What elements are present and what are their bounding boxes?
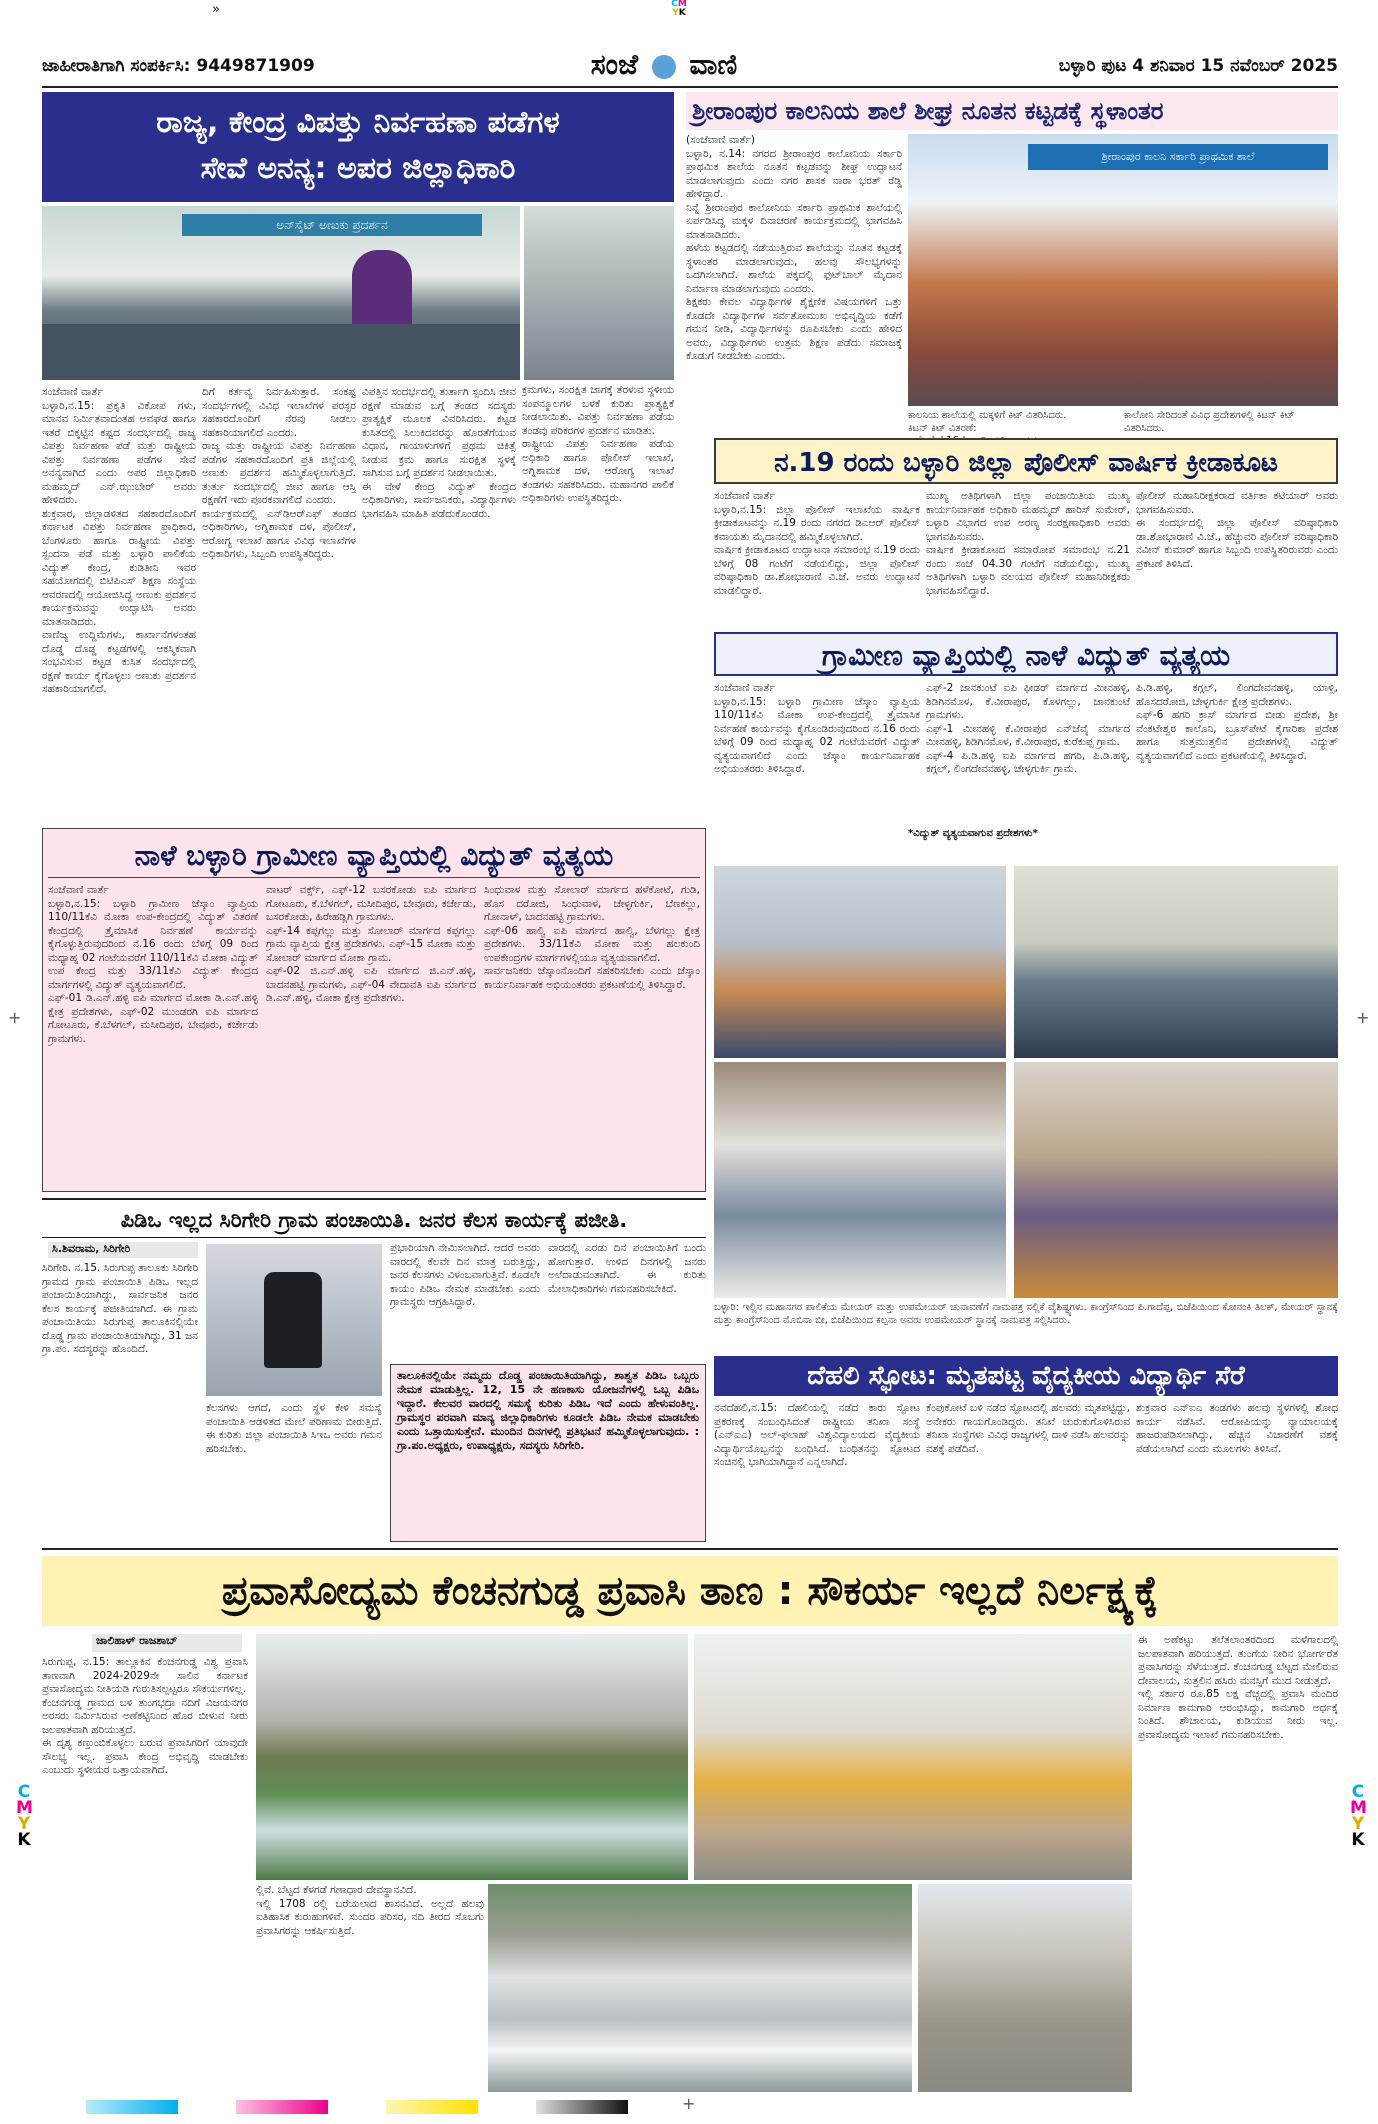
office-chair [264,1272,322,1368]
story1-col1: ಸಂಜೆವಾಣಿ ವಾರ್ತೆ ಬಳ್ಳಾರಿ,ನ.15: ಪ್ರಕೃತಿ ವಿಕೋಪ ಗಳು, ಮಾನವ ನಿರ್ಮಿತವಾದಂತಹ ಅವಘಡ ಹಾಗೂ ಇತರೆ ಬಿಕ್ಕಟ್ಟಿನ ಕಷ್ಟದ ಸಂದರ್ಭದಲ್ಲಿ ರಾಜ್ಯ ವಿಪತ್ತು ನಿರ್ವಹಣಾ ಪಡೆ ಮತ್ತು ರಾಷ್ಟ್ರೀಯ ವಿಪತ್ತು ನಿರ್ವಹಣಾ ಪಡೆಗಳ ಸೇವೆ ಅನನ್ಯವಾಗಿದೆ ಎಂದು ಅಪರ ಜಿಲ್ಲಾಧಿಕಾರಿ ಮಹಮ್ಮದ್ ಎನ್.ಝುಬೇರ್ ಅವರು ಹೇಳಿದರು. ಶುಕ್ರವಾರ, ಜಿಲ್ಲಾಡಳಿತದ ಸಹಕಾರದೊಂದಿಗೆ ಕರ್ನಾಟಕ ವಿಪತ್ತು ನಿರ್ವಹಣಾ ಪ್ರಾಧಿಕಾರ, ಬೆಂಗಳೂರು ಹಾಗೂ ರಾಷ್ಟ್ರೀಯ ವಿಪತ್ತು ಸ್ಪಂದನಾ ಪಡೆ ಮತ್ತು ಬಳ್ಳಾರಿ ಪಾಲಿಕೆಯ ವಿದ್ಯುತ್ ಕೇಂದ್ರ, ಕುಡಿತೀನಿ ಇವರ ಸಹಯೋಗದಲ್ಲಿ ಬಿಟಿಪಿಎಸ್ ಶಿಕ್ಷಣ ಸಂಸ್ಥೆಯ ಆವರಣದಲ್ಲಿ ಆಯೋಜಿಸಿದ್ದ ಅಣುಕು ಪ್ರದರ್ಶನ ಕಾರ್ಯಕ್ರಮವನ್ನು ಉದ್ಘಾಟಿಸಿ ಅವರು ಮಾತನಾಡಿದರು. ವಾಣಿಜ್ಯ ಉದ್ದಿಮೆಗಳು, ಕಾರ್ಖಾನೆಗಳಂತಹ ದೊಡ್ಡ ದೊಡ್ಡ ಕಟ್ಟಡಗಳಲ್ಲಿ ಆಕಸ್ಮಿಕವಾಗಿ ಸಂಭವಿಸುವ ಕಟ್ಟಡ ಕುಸಿತ ಸಂದರ್ಭದಲ್ಲಿ ರಕ್ಷಣೆ ಕಾರ್ಯ ಕೈಗೊಳ್ಳಲು ಅಣುಕು ಪ್ರದರ್ಶನ ಸಹಕಾರಿಯಾಗಲಿದೆ. [42,386,196,695]
story6-col2: ಪ್ರಭಾರಿಯಾಗಿ ನೇಮಿಸಲಾಗಿದೆ. ಆದರೆ ಅವರು ವಾರದಲ್ಲಿ ಕೆಲವೇ ದಿನ ಮಾತ್ರ ಬರುತ್ತಿದ್ದು, ಜನರ ಕೆಲಸಗಳು ವಿಳಂಬವಾಗುತ್ತಿವೆ. ಕೂಡಲೇ ಕಾಯಂ ಪಿಡಿಒ ನೇಮಕ ಮಾಡಬೇಕು ಎಂದು ಗ್ರಾಮಸ್ಥರು ಆಗ್ರಹಿಸಿದ್ದಾರೆ. [390,1242,540,1308]
story7-col3: ಶುಕ್ರವಾರ ಎನ್ಐಎ ತಂಡಗಳು ಹಲವು ಸ್ಥಳಗಳಲ್ಲಿ ಶೋಧ ಕಾರ್ಯ ನಡೆಸಿವೆ. ಆರೋಪಿಯನ್ನು ನ್ಯಾಯಾಲಯಕ್ಕೆ ಹಾಜರುಪಡಿಸಲಾಗಿದ್ದು, ಹೆಚ್ಚಿನ ವಿಚಾರಣೆಗೆ ವಶಕ್ಕೆ ಪಡೆಯಲಾಗಿದೆ ಎಂದು ಮೂಲಗಳು ತಿಳಿಸಿವೆ. [1136,1402,1338,1455]
ad-contact: ಜಾಹೀರಾತಿಗಾಗಿ ಸಂಪರ್ಕಿಸಿ: 9449871909 [42,56,315,76]
story6-box: ತಾಲೂಕಿನಲ್ಲಿಯೇ ನಮ್ಮದು ದೊಡ್ಡ ಪಂಚಾಯಿತಿಯಾಗಿದ್ದು, ಶಾಶ್ವತ ಪಿಡಿಒ ಒಬ್ಬರು ನೇಮಕ ಮಾಡುತ್ತಿಲ್ಲ. 12, 15 ನೇ ಹಣಕಾಸು ಯೋಜನೆಗಳಲ್ಲಿ ಒಬ್ಬ ಪಿಡಿಒ ಇದ್ದಾರೆ. ಕೇಲವರ ವಾರದಲ್ಲಿ ಸಮಸ್ಯೆ ಕುರಿತು ಪಿಡಿಒ ಇದೆ ಎಂದು ಹೇಳುವಂತಿಲ್ಲ. ಗ್ರಾಮಸ್ಥರ ಪರವಾಗಿ ಮಾನ್ಯ ಜಿಲ್ಲಾಧಿಕಾರಿಗಳು ಕೂಡಲೇ ಪಿಡಿಒ ನೇಮಕ ಮಾಡಬೇಕು ಎಂದು ಒತ್ತಾಯಿಸುತ್ತೇನೆ. ಮುಂದಿನ ದಿನಗಳಲ್ಲಿ ಪ್ರತಿಭಟನೆ ಹಮ್ಮಿಕೊಳ್ಳಲಾಗುವುದು. : ಗ್ರಾ.ಪಂ.ಅಧ್ಯಕ್ಷರು, ಉಪಾಧ್ಯಕ್ಷರು, ಸದಸ್ಯರು ಸಿರಿಗೇರಿ. [390,1364,706,1542]
story3-col2: ಮುಖ್ಯ ಅತಿಥಿಗಳಾಗಿ ಜಿಲ್ಲಾ ಪಂಚಾಯಿತಿಯ ಮುಖ್ಯ ಕಾರ್ಯನಿರ್ವಾಹಕ ಅಧಿಕಾರಿ ಮಹಮ್ಮದ್ ಹಾರಿಸ್ ಸುಮೇರ್, ಬಳ್ಳಾರಿ ವಿಭಾಗದ ಉಪ ಅರಣ್ಯ ಸಂರಕ್ಷಣಾಧಿಕಾರಿ ಅವರು ಭಾಗವಹಿಸುವರು. ವಾರ್ಷಿಕ ಕ್ರೀಡಾಕೂಟದ ಸಮಾರೋಪ ಸಮಾರಂಭ ನ.21 ರಂದು ಸಂಜೆ 04.30 ಗಂಟೆಗೆ ನಡೆಯಲಿದ್ದು, ಮುಖ್ಯ ಅತಿಥಿಗಳಾಗಿ ಬಳ್ಳಾರಿ ವಲಯದ ಪೊಲೀಸ್ ಮಹಾನಿರೀಕ್ಷಕರು ಭಾಗವಹಿಸಲಿದ್ದಾರೆ. [926,490,1130,597]
story5-col3: ಸಿಂಧುವಾಳ ಮತ್ತು ಸೋಲಾರ್ ಮಾರ್ಗದ ಹಳೆಕೋಟೆ, ಗುಡಿ, ಹೊಸ ದರೋಜಿ, ಸಿಂಧುವಾಳ, ಚೇಳ್ಳಗುರ್ಕಿ, ಬೆಣಕಲ್ಲು, ಗೋನಾಳ್, ಬಾದನಹಟ್ಟಿ ಗ್ರಾಮಗಳು. ಎಫ್-06 ಹಾಲ್ವಿ ಐಪಿ ಮಾರ್ಗದ ಹಾಲ್ವಿ, ಬೆಳಗಲ್ಲು ಕ್ಷೇತ್ರ ಪ್ರದೇಶಗಳು. 33/11ಕೆವಿ ಮೋಕಾ ಮತ್ತು ಹಲಕುಂದಿ ಉಪಕೇಂದ್ರಗಳ ಮಾರ್ಗಗಳಲ್ಲಿಯೂ ವ್ಯತ್ಯಯವಾಗಲಿದೆ. ಸಾರ್ವಜನಿಕರು ಜೆಸ್ಕಾಂನೊಂದಿಗೆ ಸಹಕರಿಸಬೇಕು ಎಂದು ಜೆಸ್ಕಾಂ ಕಾರ್ಯನಿರ್ವಾಹಕ ಅಭಿಯಂತರರು ಪ್ರಕಟಣೆಯಲ್ಲಿ ತಿಳಿಸಿದ್ದಾರೆ. [484,884,700,991]
story8-top-rule [42,1548,1338,1550]
podium [42,324,520,380]
story1-col3: ವಿಪತ್ತಿನ ಸಂದರ್ಭದಲ್ಲಿ ತುರ್ತಾಗಿ ಸ್ಪಂದಿಸಿ ಜೀವ ರಕ್ಷಣೆ ಮಾಡುವ ಬಗ್ಗೆ ತಂಡದ ಸದಸ್ಯರು ಪ್ರಾತ್ಯಕ್ಷಿಕೆ ಮೂಲಕ ವಿವರಿಸಿದರು. ಕಟ್ಟಡ ಕುಸಿತದಲ್ಲಿ ಸಿಲುಕಿದವರನ್ನು ಹೊರತೆಗೆಯುವ ವಿಧಾನ, ಗಾಯಾಳುಗಳಿಗೆ ಪ್ರಥಮ ಚಿಕಿತ್ಸೆ ನೀಡುವ ಕ್ರಮ ಹಾಗೂ ಸುರಕ್ಷಿತ ಸ್ಥಳಕ್ಕೆ ಸಾಗಿಸುವ ಬಗ್ಗೆ ಪ್ರದರ್ಶನ ನೀಡಲಾಯಿತು. ಈ ವೇಳೆ ಕೇಂದ್ರ ವಿದ್ಯುತ್ ಕೇಂದ್ರದ ಅಧಿಕಾರಿಗಳು, ಸಾರ್ವಜನಿಕರು, ವಿದ್ಯಾರ್ಥಿಗಳು ಭಾಗವಹಿಸಿ ಮಾಹಿತಿ ಪಡೆದುಕೊಂಡರು. [362,386,516,520]
story2-photo [908,134,1338,406]
story6-col4: ಕೆಲಸಗಳು ಆಗದೆ, ಎಂದು ಸ್ಥಳ ಕೇಳಿ ಸಮಸ್ಯೆ ಪಂಚಾಯಿತಿ ಆಡಳಿತದ ಮೇಲೆ ಪರಿಣಾಮ ಬೀರುತ್ತಿದೆ. ಈ ಕುರಿತು ಜಿಲ್ಲಾ ಪಂಚಾಯಿತಿ ಸಿಇಒ ಅವರು ಗಮನ ಹರಿಸಬೇಕು. [206,1402,382,1455]
story1-col2: ದಿಗೆ ಕರ್ತವ್ಯ ನಿರ್ವಹಿಸುತ್ತಾರೆ. ಸಂಕಷ್ಟ ಸಂದರ್ಭಗಳಲ್ಲಿ ವಿವಿಧ ಇಲಾಖೆಗಳ ಪರಸ್ಪರ ಸಹಕಾರದೊಂದಿಗೆ ನೆರವು ನೀಡಲು ಸಹಕಾರಿಯಾಗಲಿದೆ ಎಂದರು. ರಾಜ್ಯ ಮತ್ತು ರಾಷ್ಟ್ರೀಯ ವಿಪತ್ತು ನಿರ್ವಹಣಾ ಪಡೆಗಳ ಸಹಕಾರದೊಂದಿಗೆ ಪ್ರತಿ ಜಿಲ್ಲೆಯಲ್ಲಿ ಅಣುಕು ಪ್ರದರ್ಶನ ಹಮ್ಮಿಕೊಳ್ಳಲಾಗುತ್ತಿದೆ. ತುರ್ತು ಸಂದರ್ಭದಲ್ಲಿ ಜೀವ ಹಾಗೂ ಆಸ್ತಿ ರಕ್ಷಣೆಗೆ ಇದು ಪೂರಕವಾಗಲಿದೆ ಎಂದರು. ಕಾರ್ಯಕ್ರಮದಲ್ಲಿ ಎನ್‌ಡಿಆರ್‌ಎಫ್ ತಂಡದ ಅಧಿಕಾರಿಗಳು, ಅಗ್ನಿಶಾಮಕ ದಳ, ಪೊಲೀಸ್, ಆರೋಗ್ಯ ಇಲಾಖೆ ಹಾಗೂ ವಿವಿಧ ಇಲಾಖೆಗಳ ಅಧಿಕಾರಿಗಳು, ಸಿಬ್ಬಂದಿ ಉಪಸ್ಥಿತರಿದ್ದರು. [202,386,356,560]
story6-col1: ಸಿರಿಗೇರಿ. ನ.15. ಸಿರುಗುಪ್ಪ ತಾಲೂಕು ಸಿರಿಗೇರಿ ಗ್ರಾಮದ ಗ್ರಾಮ ಪಂಚಾಯಿತಿ ಪಿಡಿಒ ಇಲ್ಲದ ಪಂಚಾಯಿತಿಯಾಗಿದ್ದು, ಸಾರ್ವಜನಿಕ ಜನರ ಕೆಲಸ ಕಾರ್ಯಕ್ಕೆ ಪಜೀತಿಯಾಗಿದೆ. ಈ ಗ್ರಾಮ ಪಂಚಾಯಿತಿಯು ಸಿರುಗುಪ್ಪ ತಾಲೂಕಿನಲ್ಲಿಯೇ ದೊಡ್ಡ ಗ್ರಾಮ ಪಂಚಾಯಿತಿಯಾಗಿದ್ದು, 31 ಜನ ಗ್ರಾ.ಪಂ. ಸದಸ್ಯರನ್ನು ಹೊಂದಿದೆ. [42,1262,198,1355]
story1-col4: ಕ್ರಮಗಳು, ಸಂರಕ್ಷಿತ ಜಾಗಕ್ಕೆ ತೆರಳುವ ಸ್ಥಳೀಯ ಸಂಪನ್ಮೂಲಗಳ ಬಳಕೆ ಕುರಿತು ಪ್ರಾತ್ಯಕ್ಷಿಕೆ ನೀಡಲಾಯಿತು. ವಿಪತ್ತು ನಿರ್ವಹಣಾ ಪಡೆಯ ತಂಡವು ಪರಿಕರಗಳ ಪ್ರದರ್ಶನ ಮಾಡಿತು. ರಾಷ್ಟ್ರೀಯ ವಿಪತ್ತು ನಿರ್ವಹಣಾ ಪಡೆಯ ಅಧಿಕಾರಿ ಹಾಗೂ ಪೊಲೀಸ್ ಇಲಾಖೆ, ಅಗ್ನಿಶಾಮಕ ದಳ, ಆರೋಗ್ಯ ಇಲಾಖೆ ತಂಡಗಳು ಸಹಕರಿಸಿದರು. ಮಹಾನಗರ ಪಾಲಿಕೆ ಅಧಿಕಾರಿಗಳು ಉಪಸ್ಥಿತರಿದ್ದರು. [522,384,674,504]
logo-left-text: ಸಂಜೆ [590,48,639,81]
story8-photo-building [918,1884,1132,2092]
story1-photo [42,206,520,380]
left-cmyk-mark: C M Y K [16,1782,33,1850]
top-arrow-mark: » [212,2,220,17]
story5-headline: ನಾಳೆ ಬಳ್ಳಾರಿ ಗ್ರಾಮೀಣ ವ್ಯಾಪ್ತಿಯಲ್ಲಿ ವಿದ್ಯುತ್ ವ್ಯತ್ಯಯ [48,834,700,878]
grid-photo-2 [1014,866,1338,1058]
story3-headline: ನ.19 ರಂದು ಬಳ್ಳಾರಿ ಜಿಲ್ಲಾ ಪೊಲೀಸ್ ವಾರ್ಷಿಕ ಕ್ರೀಡಾಕೂಟ [714,438,1338,484]
dateline: ಬಳ್ಳಾರಿ ಪುಟ 4 ಶನಿವಾರ 15 ನವೆಂಬರ್ 2025 [1058,56,1338,76]
story8-col3: ಈ ಅಣೆಕಟ್ಟು ತಲೆತಲಾಂತರದಿಂದ ಮಳೆಗಾಲದಲ್ಲಿ ಜಲಪಾತವಾಗಿ ಹರಿಯುತ್ತದೆ. ತುಂಗೆಯ ನೀರಿನ ಭೋರ್ಗರೆತ ಪ್ರವಾಸಿಗರನ್ನು ಸೆಳೆಯುತ್ತದೆ. ಕೆಂಚನಗುಡ್ಡ ಬೆಟ್ಟದ ಮೇಲಿರುವ ದೇವಾಲಯ, ಸುತ್ತಲಿನ ಹಸಿರು ಮನಸ್ಸಿಗೆ ಮುದ ನೀಡುತ್ತದೆ. ಇಲ್ಲಿ ಸರ್ಕಾರ ರೂ.85 ಲಕ್ಷ ವೆಚ್ಚದಲ್ಲಿ ಪ್ರವಾಸಿ ಮಂದಿರ ನಿರ್ಮಾಣ ಕಾಮಗಾರಿ ಆರಂಭಿಸಿದ್ದು, ಕಾಮಗಾರಿ ಅರ್ಧಕ್ಕೆ ನಿಂತಿದೆ. ಶೌಚಾಲಯ, ಕುಡಿಯುವ ನೀರು ಇಲ್ಲ. ಪ್ರವಾಸೋದ್ಯಮ ಇಲಾಖೆ ಗಮನಹರಿಸಬೇಕು. [1138,1634,1338,1741]
story8-byline: ಜಾಲಿಹಾಳ್ ರಾಜಶಾಬ್ [92,1634,242,1652]
story2-photo-banner: ಶ್ರೀರಾಂಪುರ ಕಾಲನಿ ಸರ್ಕಾರಿ ಪ್ರಾಥಮಿಕ ಶಾಲೆ [1028,144,1328,170]
story7-col1: ನವದೆಹಲಿ,ನ.15: ದೆಹಲಿಯಲ್ಲಿ ನಡೆದ ಕಾರು ಸ್ಫೋಟ ಪ್ರಕರಣಕ್ಕೆ ಸಂಬಂಧಿಸಿದಂತೆ ರಾಷ್ಟ್ರೀಯ ತನಿಖಾ ಸಂಸ್ಥೆ (ಎನ್ಐಎ) ಅಲ್-ಫಲಾಹ್ ವಿಶ್ವವಿದ್ಯಾಲಯದ ವೈದ್ಯಕೀಯ ವಿದ್ಯಾರ್ಥಿಯೊಬ್ಬನನ್ನು ಬಂಧಿಸಿದೆ. ಬಂಧಿತನನ್ನು ಸ್ಫೋಟದ ಸಂಚಿನಲ್ಲಿ ಭಾಗಿಯಾಗಿದ್ದಾನೆ ಎನ್ನಲಾಗಿದೆ. [714,1402,920,1468]
story8-photo-waterfall [488,1884,912,2092]
color-bar-cyan [86,2100,178,2114]
story5-col1: ಸಂಜೆವಾಣಿ ವಾರ್ತೆ ಬಳ್ಳಾರಿ,ನ.15: ಬಳ್ಳಾರಿ ಗ್ರಾಮೀಣ ಜೆಸ್ಕಾಂ ವ್ಯಾಪ್ತಿಯ 110/11ಕೆವಿ ಮೋಕಾ ಉಪ-ಕೇಂದ್ರದಲ್ಲಿ ವಿದ್ಯುತ್ ವಿತರಣೆ ಕೇಂದ್ರದಲ್ಲಿ ತ್ರೈಮಾಸಿಕ ನಿರ್ವಹಣೆ ಕಾರ್ಯವನ್ನು ಕೈಗೊಳ್ಳುತ್ತಿರುವುದರಿಂದ ನ.16 ರಂದು ಬೆಳಿಗ್ಗೆ 09 ರಿಂದ ಮಧ್ಯಾಹ್ನ 02 ಗಂಟೆಯವರೆಗೆ 110/11ಕೆವಿ ಮೋಕಾ ವಿದ್ಯುತ್ ಉಪ ಕೇಂದ್ರ ಮತ್ತು 33/11ಕೆವಿ ವಿದ್ಯುತ್ ಕೇಂದ್ರದ ಮಾರ್ಗಗಳಲ್ಲಿ ವಿದ್ಯುತ್ ವ್ಯತ್ಯಯವಾಗಲಿದೆ. ಎಫ್-01 ಡಿ.ಎನ್.ಹಳ್ಳಿ ಐಪಿ ಮಾರ್ಗದ ಮೋಕಾ ಡಿ.ಎನ್.ಹಳ್ಳಿ ಕ್ಷೇತ್ರ ಪ್ರದೇಶಗಳು, ಎಫ್-02 ಮುಂಡರಗಿ ಐಪಿ ಮಾರ್ಗದ ಗೋಟೂರು, ಕೆ.ಬೆಳಗಲ್, ಮಸೀದಿಪುರ, ಬೇವೂರು, ಕರ್ಚೇಡು ಗ್ರಾಮಗಳು. [48,884,258,1045]
logo-emblem [652,55,676,79]
grid-photo-1 [714,866,1006,1058]
story7-headline: ದೆಹಲಿ ಸ್ಫೋಟ: ಮೃತಪಟ್ಟ ವೈದ್ಯಕೀಯ ವಿದ್ಯಾರ್ಥಿ ಸೆರೆ [714,1356,1338,1396]
left-crosshair: + [8,1008,22,1027]
story1-headline-line2: ಸೇವೆ ಅನನ್ಯ: ಅಪರ ಜಿಲ್ಲಾಧಿಕಾರಿ [200,151,516,186]
logo-right-text: ವಾಣಿ [689,48,738,81]
story2-caption-left: ಕಾಲನಿಯ ಶಾಲೆಯಲ್ಲಿ ಮಕ್ಕಳಿಗೆ ಕಿಟ್ ವಿತರಿಸಿದರು. ಕಿಟನ್ ಕಿಟ್ ವಿತರಣೆ: [908,410,1067,434]
story2-body: (ಸಂಜೆವಾಣಿ ವಾರ್ತೆ) ಬಳ್ಳಾರಿ, ನ.14: ನಗರದ ಶ್ರೀರಾಂಪುರ ಕಾಲೋನಿಯ ಸರ್ಕಾರಿ ಪ್ರಾಥಮಿಕ ಶಾಲೆಯ ನೂತನ ಕಟ್ಟಡವನ್ನು ಶೀಘ್ರ ಉದ್ಘಾಟನೆ ಮಾಡಲಾಗುವುದು ಎಂದು ನಗರ ಶಾಸಕ ನಾರಾ ಭರತ್ ರೆಡ್ಡಿ ಹೇಳಿದ್ದಾರೆ. ನಿನ್ನೆ ಶ್ರೀರಾಂಪುರ ಕಾಲೋನಿಯ ಸರ್ಕಾರಿ ಪ್ರಾಥಮಿಕ ಶಾಲೆಯಲ್ಲಿ ಏರ್ಪಡಿಸಿದ್ದ ಮಕ್ಕಳ ದಿನಾಚರಣೆ ಕಾರ್ಯಕ್ರಮದಲ್ಲಿ ಭಾಗವಹಿಸಿ ಮಾತನಾಡಿದರು. ಹಳೆಯ ಕಟ್ಟಡದಲ್ಲಿ ನಡೆಯುತ್ತಿರುವ ಶಾಲೆಯನ್ನು ನೂತನ ಕಟ್ಟಡಕ್ಕೆ ಸ್ಥಳಾಂತರ ಮಾಡಲಾಗುವುದು, ಹಲವು ಸೌಲಭ್ಯಗಳನ್ನು ಒದಗಿಸಲಾಗಿದೆ. ಶಾಲೆಯ ಪಕ್ಕದಲ್ಲಿ ಫುಟ್‌ಬಾಲ್ ಮೈದಾನ ನಿರ್ಮಾಣ ಮಾಡಲಾಗುವುದು ಎಂದರು. ಶಿಕ್ಷಕರು ಕೇವಲ ವಿದ್ಯಾರ್ಥಿಗಳ ಶೈಕ್ಷಣಿಕ ವಿಷಯಗಳಿಗೆ ಒತ್ತು ಕೊಡದೇ ವಿದ್ಯಾರ್ಥಿಗಳ ಸರ್ವತೋಮುಖ ಅಭಿವೃದ್ಧಿಯ ಕಡೆಗೆ ಗಮನ ನೀಡಿ, ವಿದ್ಯಾರ್ಥಿಗಳನ್ನು ರೂಪಿಸಬೇಕು ಎಂದು ಹೇಳಿದ ಅವರು, ವಿದ್ಯಾರ್ಥಿಗಳು ಉತ್ತಮ ಶಿಕ್ಷಣ ಪಡೆದು ಸಮಾಜಕ್ಕೆ ಕೊಡುಗೆ ನೀಡಬೇಕು ಎಂದರು. [686,134,902,362]
story1-headline-box [42,92,674,202]
story6-photo [206,1244,382,1396]
story3-col3: ಪೊಲೀಸ್ ಮಹಾನಿರೀಕ್ಷಕರಾದ ವರ್ತಿಕಾ ಕಟಿಯಾರ್ ಅವರು ಭಾಗವಹಿಸುವರು. ಈ ಸಂದರ್ಭದಲ್ಲಿ ಜಿಲ್ಲಾ ಪೊಲೀಸ್ ವರಿಷ್ಠಾಧಿಕಾರಿ ಡಾ.ಶೋಭಾರಾಣಿ ವಿ.ಜೆ., ಹೆಚ್ಚುವರಿ ಪೊಲೀಸ್ ವರಿಷ್ಠಾಧಿಕಾರಿ ನವೀನ್ ಕುಮಾರ್ ಹಾಗೂ ಸಿಬ್ಬಂದಿ ಉಪಸ್ಥಿತರಿರುವರು ಎಂದು ಪ್ರಕಟಣೆ ತಿಳಿಸಿದೆ. [1136,490,1338,570]
right-cmyk-mark: C M Y K [1350,1782,1367,1850]
story1-headline-line1: ರಾಜ್ಯ, ಕೇಂದ್ರ ವಿಪತ್ತು ನಿರ್ವಹಣಾ ಪಡೆಗಳ [156,105,560,140]
photo-grid-inline-caption: *ವಿದ್ಯುತ್ ವ್ಯತ್ಯಯವಾಗುವ ಪ್ರದೇಶಗಳು* [908,828,1038,839]
story4-headline: ಗ್ರಾಮೀಣ ವ್ಯಾಪ್ತಿಯಲ್ಲಿ ನಾಳೆ ವಿದ್ಯುತ್ ವ್ಯತ್ಯಯ [714,632,1338,676]
masthead-logo [504,48,824,84]
grid-photo-4 [1014,1062,1338,1298]
story6-byline: ಸಿ.ಶಿವರಾಮ, ಸಿರಿಗೇರಿ [48,1242,198,1258]
story8-col2: ಲ್ಲಿವೆ. ಬೆಟ್ಟದ ಕೆಳಗಡೆ ಗಣಾಧಾರ ದೇವಸ್ಥಾನವಿದೆ. ಇಲ್ಲಿ 1708 ರಲ್ಲಿ ಬರೆಯಲಾದ ಶಾಸನವಿದೆ. ಅಲ್ಲದೆ ಹಲವು ಐತಿಹಾಸಿಕ ಕುರುಹುಗಳಿವೆ. ಸುಂದರ ಪರಿಸರ, ನದಿ ತೀರದ ಸೊಬಗು ಪ್ರವಾಸಿಗರನ್ನು ಆಕರ್ಷಿಸುತ್ತಿದೆ. [256,1884,484,1937]
story4-col3: ಪಿ.ಡಿ.ಹಳ್ಳಿ, ಕಗ್ಗಲ್, ಲಿಂಗದೇವನಹಳ್ಳಿ, ಯಾಳ್ಪಿ, ಹೊಸದರೋಜಿ, ಚೇಳ್ಳಗುರ್ಕಿ ಕ್ಷೇತ್ರ ಪ್ರದೇಶಗಳು. ಎಫ್-6 ಹಗರಿ ಕ್ರಾಸ್ ಮಾರ್ಗದ ಬೀಡು ಪ್ರದೇಶ, ಶ್ರೀ ವೆಂಕಟೇಶ್ವರ ಕಾಲೊನಿ, ಬ್ರೂಸ್‌ಪೇಟೆ ಕೈಗಾರಿಕಾ ಪ್ರದೇಶ ಹಾಗೂ ಸುತ್ತಮುತ್ತಲಿನ ಪ್ರದೇಶಗಳಲ್ಲಿ ವಿದ್ಯುತ್ ವ್ಯತ್ಯಯವಾಗಲಿದೆ ಎಂದು ಪ್ರಕಟಣೆಯಲ್ಲಿ ತಿಳಿಸಿದ್ದಾರೆ. [1136,682,1338,762]
story8-photo-hill [256,1634,688,1880]
story4-col2: ಎಫ್-2 ಜಾನಕುಂಟೆ ಐಪಿ ಫೀಡರ್ ಮಾರ್ಗದ ಮೀನಹಳ್ಳಿ, ಶಿಡಿಗಿನಮೊಳ, ಕೆ.ವೀರಾಪುರ, ಕೊಳಗಲ್ಲು, ಜಾನಕುಂಟೆ ಗ್ರಾಮಗಳು. ಎಫ್-1 ಮೀನಹಳ್ಳಿ ಕೆ.ವೀರಾಪುರ ಎನ್‌ಜೆವೈ ಮಾರ್ಗದ ಮೀನಹಳ್ಳಿ, ಶಿಡಿಗಿನಮೊಳ, ಕೆ.ವೀರಾಪುರ, ಕುರೆಕುಪ್ಪ ಗ್ರಾಮ. ಎಫ್-4 ಪಿ.ಡಿ.ಹಳ್ಳಿ ಐಪಿ ಮಾರ್ಗದ ಹಗರಿ, ಪಿ.ಡಿ.ಹಳ್ಳಿ, ಕಗ್ಗಲ್, ಲಿಂಗದೇವನಹಳ್ಳಿ, ಚೇಳ್ಳಗುರ್ಕಿ ಗ್ರಾಮ. [926,682,1130,775]
bottom-crosshair: + [682,2094,696,2113]
story6-headline: ಪಿಡಿಒ ಇಲ್ಲದ ಸಿರಿಗೇರಿ ಗ್ರಾಮ ಪಂಚಾಯಿತಿ. ಜನರ ಕೆಲಸ ಕಾರ್ಯಕ್ಕೆ ಪಜೀತಿ. [42,1198,706,1238]
story4-col1: ಸಂಜೆವಾಣಿ ವಾರ್ತೆ ಬಳ್ಳಾರಿ,ನ.15: ಬಳ್ಳಾರಿ ಗ್ರಾಮೀಣ ಜೆಸ್ಕಾಂ ವ್ಯಾಪ್ತಿಯ 110/11ಕೆವಿ ಮೋಕಾ ಉಪ-ಕೇಂದ್ರದಲ್ಲಿ ತ್ರೈಮಾಸಿಕ ನಿರ್ವಹಣೆ ಕಾರ್ಯವನ್ನು ಕೈಗೊಂಡಿರುವುದರಿಂದ ನ.16 ರಂದು ಬೆಳಿಗ್ಗೆ 09 ರಿಂದ ಮಧ್ಯಾಹ್ನ 02 ಗಂಟೆಯವರೆಗೆ ವಿದ್ಯುತ್ ವ್ಯತ್ಯಯವಾಗಲಿದೆ ಎಂದು ಜೆಸ್ಕಾಂ ಕಾರ್ಯನಿರ್ವಾಹಕ ಅಭಿಯಂತರರು ತಿಳಿಸಿದ್ದಾರೆ. [714,682,920,775]
story2-headline: ಶ್ರೀರಾಂಪುರ ಕಾಲನಿಯ ಶಾಲೆ ಶೀಘ್ರ ನೂತನ ಕಟ್ಟಡಕ್ಕೆ ಸ್ಥಳಾಂತರ [686,92,1338,130]
masthead [42,50,1338,86]
story6-col3: ವಾರದಲ್ಲಿ ಎರಡು ದಿನ ಪಂಚಾಯಿತಿಗೆ ಬಂದು ಹೋಗುತ್ತಾರೆ. ಉಳಿದ ದಿನಗಳಲ್ಲಿ ಜನರು ಅಲೆದಾಡುವಂತಾಗಿದೆ. ಈ ಕುರಿತು ಮೇಲಾಧಿಕಾರಿಗಳು ಗಮನಹರಿಸಬೇಕಿದೆ. [548,1242,706,1295]
story8-headline: ಪ್ರವಾಸೋದ್ಯಮ ಕೆಂಚನಗುಡ್ಡ ಪ್ರವಾಸಿ ತಾಣ : ಸೌಕರ್ಯ ಇಲ್ಲದೆ ನಿರ್ಲಕ್ಷ್ಯಕ್ಕೆ [42,1556,1338,1626]
color-bar-magenta [236,2100,328,2114]
story2-caption-right: ಕಾಲೋನಿ ಸೇರಿದಂತೆ ವಿವಿಧ ಪ್ರದೇಶಗಳಲ್ಲಿ ಕಿಟನ್ ಕಿಟ್ ವಿತರಿಸಿದರು. [1124,410,1295,434]
top-cmyk-mark: CM YK [671,0,687,18]
grid-photo-3 [714,1062,1006,1298]
photo-grid-caption: ಬಳ್ಳಾರಿ: ಇಲ್ಲಿನ ಮಹಾನಗರ ಪಾಲಿಕೆಯ ಮೇಯರ್ ಮತ್ತು ಉಪಮೇಯರ್ ಚುನಾವಣೆಗೆ ನಾಮಪತ್ರ ಸಲ್ಲಿಕೆ ವೈಶಿಷ್ಟ್ಯಗಳು. ಕಾಂಗ್ರೆಸ್‌ನಿಂದ ಪಿ.ಗಾದೆಪ್ಪ, ಬಿಜೆಪಿಯಿಂದ ಕೋನಂಕಿ ತಿಲಕ್, ಮೇಯರ್ ಸ್ಥಾನಕ್ಕೆ ಮತ್ತು ಕಾಂಗ್ರೆಸ್‌ನಿಂದ ಮೊಬಿನಾ ಬೀ, ಬಿಜೆಪಿಯಿಂದ ಕಲ್ಪನಾ ಅವರು ಉಪಮೇಯರ್ ಸ್ಥಾನಕ್ಕೆ ನಾಮಪತ್ರ ಸಲ್ಲಿಸಿದರು. [714,1302,1338,1326]
story7-col2: ಕೆಂಪುಕೋಟೆ ಬಳಿ ನಡೆದ ಸ್ಫೋಟದಲ್ಲಿ ಹಲವರು ಮೃತಪಟ್ಟಿದ್ದು, ಅನೇಕರು ಗಾಯಗೊಂಡಿದ್ದರು. ತನಿಖೆ ಚುರುಕುಗೊಳಿಸಿರುವ ತನಿಖಾ ಸಂಸ್ಥೆಗಳು ವಿವಿಧ ರಾಜ್ಯಗಳಲ್ಲಿ ದಾಳಿ ನಡೆಸಿ ಹಲವರನ್ನು ವಶಕ್ಕೆ ಪಡೆದಿವೆ. [926,1402,1130,1455]
masthead-rule [42,86,1338,88]
right-crosshair: + [1356,1008,1370,1027]
story1-banner: ಅನ್‌ಸೈಟ್ ಅಣುಕು ಪ್ರದರ್ಶನ [182,214,482,236]
story8-col1: ಸಿರುಗುಪ್ಪ, ನ.15: ತಾಲ್ಲೂಕಿನ ಕೆಂಚನಗುಡ್ಡ ವಿಶ್ವ ಪ್ರವಾಸಿ ತಾಣವಾಗಿ 2024-2029ನೇ ಸಾಲಿನ ಕರ್ನಾಟಕ ಪ್ರವಾಸೋದ್ಯಮ ನೀತಿಯಡಿ ಗುರುತಿಸಲ್ಪಟ್ಟರೂ ಸೌಕರ್ಯಗಳಿಲ್ಲ. ಕೆಂಚನಗುಡ್ಡ ಗ್ರಾಮದ ಬಳಿ ತುಂಗಭದ್ರಾ ನದಿಗೆ ವಿಜಯನಗರ ಅರಸರು ನಿರ್ಮಿಸಿರುವ ಅಣೆಕಟ್ಟಿನಿಂದ ಹೊರ ಬೀಳುವ ನೀರು ಜಲಪಾತವಾಗಿ ಹರಿಯುತ್ತದೆ. ಈ ದೃಶ್ಯ ಕಣ್ತುಂಬಿಕೊಳ್ಳಲು ಬರುವ ಪ್ರವಾಸಿಗರಿಗೆ ಯಾವುದೇ ಸೌಲಭ್ಯ ಇಲ್ಲ. ಪ್ರವಾಸಿ ಕೇಂದ್ರ ಅಭಿವೃದ್ಧಿ ಮಾಡಬೇಕು ಎಂಬುದು ಸ್ಥಳೀಯರ ಒತ್ತಾಯವಾಗಿದೆ. [42,1656,248,1776]
color-bar-black [536,2100,628,2114]
story3-col1: ಸಂಜೆವಾಣಿ ವಾರ್ತೆ ಬಳ್ಳಾರಿ,ನ.15: ಜಿಲ್ಲಾ ಪೊಲೀಸ್ ಇಲಾಖೆಯ ವಾರ್ಷಿಕ ಕ್ರೀಡಾಕೂಟವನ್ನು ನ.19 ರಂದು ನಗರದ ಡಿಎಆರ್ ಪೊಲೀಸ್ ಕವಾಯತು ಮೈದಾನದಲ್ಲಿ ಹಮ್ಮಿಕೊಳ್ಳಲಾಗಿದೆ. ವಾರ್ಷಿಕ ಕ್ರೀಡಾಕೂಟದ ಉದ್ಘಾಟನಾ ಸಮಾರಂಭ ನ.19 ರಂದು ಬೆಳಿಗ್ಗೆ 08 ಗಂಟೆಗೆ ನಡೆಯಲಿದ್ದು, ಜಿಲ್ಲಾ ಪೊಲೀಸ್ ವರಿಷ್ಠಾಧಿಕಾರಿ ಡಾ.ಶೋಭಾರಾಣಿ ವಿ.ಜೆ. ಅವರು ಉದ್ಘಾಟನೆ ಮಾಡಲಿದ್ದಾರೆ. [714,490,920,597]
color-bar-yellow [386,2100,478,2114]
story5-col2: ವಾಟರ್ ವರ್ಕ್ಸ್, ಎಫ್-12 ಬಸರಕೋಡು ಐಪಿ ಮಾರ್ಗದ ಗೋಟೂರು, ಕೆ.ಬೆಳಗಲ್, ಮಸೀದಿಪುರ, ಬೇವೂರು, ಕರ್ಚೇಡು, ಬಸರಕೋಡು, ಹಿರೇಹಡ್ಲಿಗಿ ಗ್ರಾಮಗಳು. ಎಫ್-14 ಕಪ್ಪಗಲ್ಲು ಮತ್ತು ಸೋಲಾರ್ ಮಾರ್ಗದ ಕಪ್ಪಗಲ್ಲು ಗ್ರಾಮ ವ್ಯಾಪ್ತಿಯ ಕ್ಷೇತ್ರ ಪ್ರದೇಶಗಳು. ಎಫ್-15 ಮೋಕಾ ಮತ್ತು ಸೋಲಾರ್ ಮಾರ್ಗದ ಮೋಕಾ ಗ್ರಾಮ. ಎಫ್-02 ಜಿ.ಎನ್.ಹಳ್ಳಿ ಐಪಿ ಮಾರ್ಗದ ಜಿ.ಎನ್.ಹಳ್ಳಿ, ಬಾದನಹಟ್ಟಿ ಗ್ರಾಮಗಳು, ಎಫ್-04 ವೇದಾವತಿ ಐಪಿ ಮಾರ್ಗದ ಡಿ.ಎನ್.ಹಳ್ಳಿ, ಮೋಕಾ ಕ್ಷೇತ್ರ ಪ್ರದೇಶಗಳು. [266,884,476,1004]
story8-photo-temple [694,1634,1132,1880]
